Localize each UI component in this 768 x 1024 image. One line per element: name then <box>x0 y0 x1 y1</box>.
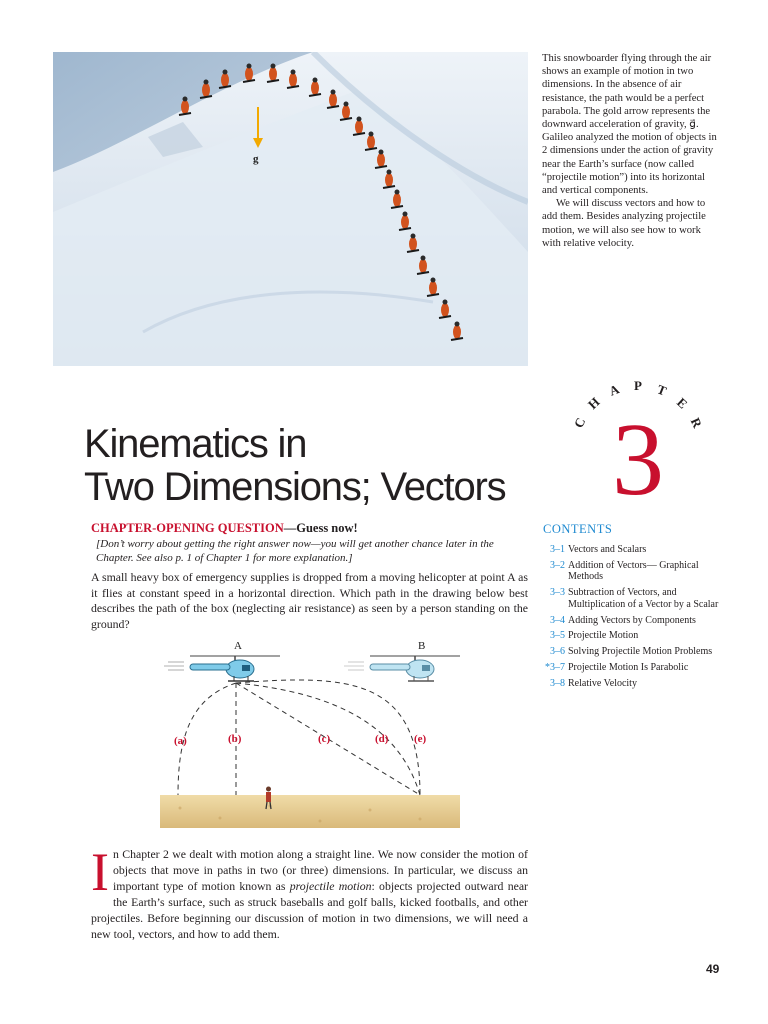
contents-item-label: Solving Projectile Motion Problems <box>568 646 713 658</box>
chapter-letter: P <box>634 378 642 393</box>
path-b-label: (b) <box>228 733 242 745</box>
contents-item-label: Projectile Motion Is Parabolic <box>568 661 689 673</box>
contents-item-label: Adding Vectors by Components <box>568 614 696 626</box>
chapter-letter: C <box>570 415 589 431</box>
chapter-title <box>84 423 554 509</box>
contents-item-label: Relative Velocity <box>568 677 637 689</box>
ground <box>160 795 460 828</box>
question-label: CHAPTER-OPENING QUESTION <box>91 521 284 535</box>
path-d-label: (d) <box>375 733 389 745</box>
helicopter-a <box>164 656 280 681</box>
path-e-label: (e) <box>414 733 427 745</box>
question-heading <box>91 521 358 536</box>
intro-paragraph <box>91 842 528 942</box>
intro-text-before: n Chapter 2 we dealt with motion along a straight line. We now consider the motion of objects that move in paths in two (or three) dimensions. In particular, we discuss an important type of motion known as <box>112 847 528 893</box>
contents-title: CONTENTS <box>543 522 613 536</box>
contents-item <box>533 662 733 674</box>
caption-paragraph-2: We will discuss vectors and how to add them. Besides analyzing projectile motion, we will also see how to work with relative velocity. <box>542 198 706 249</box>
point-b-label: B <box>418 640 426 652</box>
contents-item-number: 3–3 <box>550 587 565 599</box>
caption-paragraph-1: This snowboarder flying through the air shows an example of motion in two dimensions. In the absence of air resistance, the path would be a perfect parabola. The gold arrow represents the downward acceleration of gravity, g⃗. Galileo analyzed the motion of objects in 2 dimensions under the action of gravity near the Earth’s surface (now called “projectile motion”) into its horizontal and vertical components. <box>542 53 717 197</box>
path-c-label: (c) <box>318 733 331 745</box>
chapter-letter: R <box>687 415 706 431</box>
page-number: 49 <box>706 962 720 976</box>
contents-list <box>533 544 733 693</box>
contents-item-label: Vectors and Scalars <box>568 544 647 555</box>
contents-item-number: 3–8 <box>550 677 565 689</box>
intro-emphasis: projectile motion <box>289 879 372 893</box>
contents-item-number: 3–6 <box>550 646 565 658</box>
contents-item-label: Addition of Vectors— Graphical Methods <box>568 559 699 583</box>
contents-item <box>533 587 733 610</box>
point-a-label: A <box>234 640 242 652</box>
contents-item-number: 3–5 <box>550 630 565 642</box>
title-line-1: Kinematics in <box>84 422 307 466</box>
contents-item-number: 3–1 <box>550 544 565 555</box>
photo-caption <box>542 52 722 250</box>
contents-item <box>533 630 733 642</box>
title-line-2: Two Dimensions; Vectors <box>84 465 506 509</box>
snowboarder-photo <box>53 52 528 366</box>
chapter-number: 3 <box>612 402 664 517</box>
path-a-label: (a) <box>174 735 187 747</box>
question-tail: —Guess now! <box>283 521 358 535</box>
drop-cap: I <box>91 842 109 902</box>
contents-item <box>533 615 733 627</box>
helicopter-b <box>344 656 460 681</box>
contents-item-label: Subtraction of Vectors, and Multiplication of a Vector by a Scalar <box>568 587 719 610</box>
question-body: A small heavy box of emergency supplies is dropped from a moving helicopter at point A as it flies at constant speed in a horizontal direction. Which path in the drawing below best describes the path of the box (neglecting air resistance) as seen by a person standing on the ground? <box>91 570 528 631</box>
chapter-letter: T <box>655 381 669 399</box>
question-note: [Don’t worry about getting the right answer now—you will get another chance later in the Chapter. See also p. 1 of Chapter 1 for more explanation.] <box>96 538 494 564</box>
contents-item-number: *3–7 <box>545 661 565 673</box>
chapter-letter: H <box>584 394 603 413</box>
chapter-letter: E <box>673 394 691 412</box>
contents-item <box>533 544 733 556</box>
contents-item-number: 3–2 <box>550 559 565 571</box>
contents-item <box>533 678 733 690</box>
contents-item <box>533 646 733 658</box>
contents-item-label: Projectile Motion <box>568 630 639 642</box>
intro-text-after: : objects projected outward near the Earth’s surface, such as struck baseballs and golf balls, kicked footballs, and other projectiles. Before beginning our discussion of motion in two dimensions, we will need a new tool, vectors, and how to add them. <box>91 879 528 941</box>
contents-item <box>533 560 733 583</box>
gravity-vector-label: g⃗ <box>253 153 268 165</box>
helicopter-figure <box>150 638 465 830</box>
chapter-letter: A <box>607 381 622 399</box>
contents-item-number: 3–4 <box>550 614 565 626</box>
